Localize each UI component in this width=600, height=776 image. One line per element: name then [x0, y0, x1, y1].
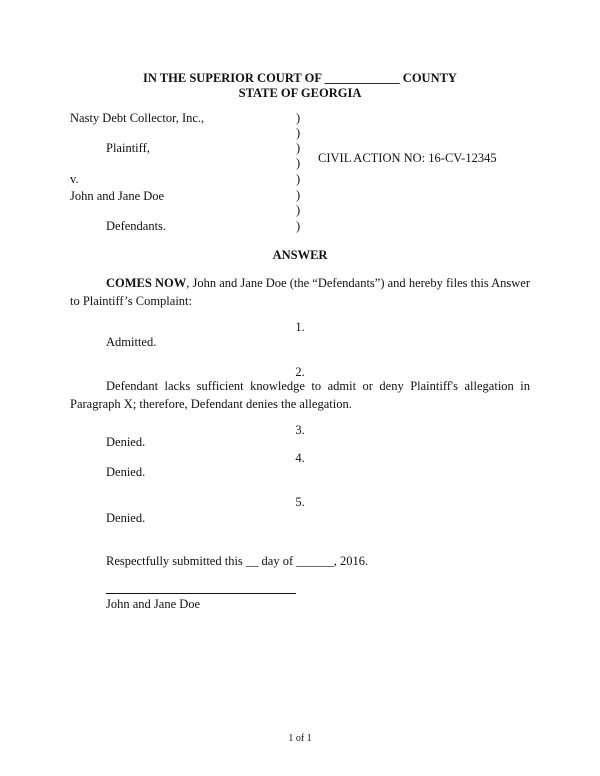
response-text: Denied.	[106, 435, 146, 449]
response-number: 1.	[295, 320, 305, 334]
civil-action-number: CIVIL ACTION NO: 16-CV-12345	[318, 151, 497, 165]
intro-text: , John and Jane Doe (the “Defendants”) and hereby files this Answer to Plaintiff’s Complaint:	[70, 276, 531, 308]
caption-paren: )	[296, 219, 301, 233]
caption-paren: )	[296, 126, 301, 140]
caption-paren: )	[296, 111, 301, 125]
caption-paren: )	[296, 188, 301, 202]
plaintiff-label: Plaintiff,	[106, 141, 150, 155]
caption-paren: )	[296, 172, 301, 186]
document-title: ANSWER	[272, 248, 328, 262]
response-text: Denied.	[106, 465, 146, 479]
signature-line	[106, 593, 296, 594]
response-text: Admitted.	[106, 335, 157, 349]
response-number: 4.	[295, 451, 305, 465]
state-heading: STATE OF GEORGIA	[238, 86, 362, 100]
intro-paragraph	[70, 274, 530, 310]
closing-statement: Respectfully submitted this __ day of ______, 2016.	[106, 554, 369, 568]
caption-paren: )	[296, 156, 301, 170]
response-number: 3.	[295, 423, 305, 437]
court-heading: IN THE SUPERIOR COURT OF ____________ COUNTY	[143, 71, 457, 85]
versus-label: v.	[70, 172, 79, 186]
defendant-name: John and Jane Doe	[70, 189, 165, 203]
caption-paren: )	[296, 203, 301, 217]
response-text: Defendant lacks sufficient knowledge to admit or deny Plaintiff's allegation in Paragraph X; therefore, Defendant denies the allegation.	[70, 379, 530, 411]
response-text: Denied.	[106, 511, 146, 525]
plaintiff-name: Nasty Debt Collector, Inc.,	[70, 111, 205, 125]
intro-lead: COMES NOW	[106, 276, 187, 290]
signature-name: John and Jane Doe	[106, 597, 201, 611]
page-number: 1 of 1	[288, 733, 312, 744]
defendant-label: Defendants.	[106, 219, 167, 233]
caption-paren: )	[296, 141, 301, 155]
response-number: 2.	[295, 365, 305, 379]
response-number: 5.	[295, 495, 305, 509]
